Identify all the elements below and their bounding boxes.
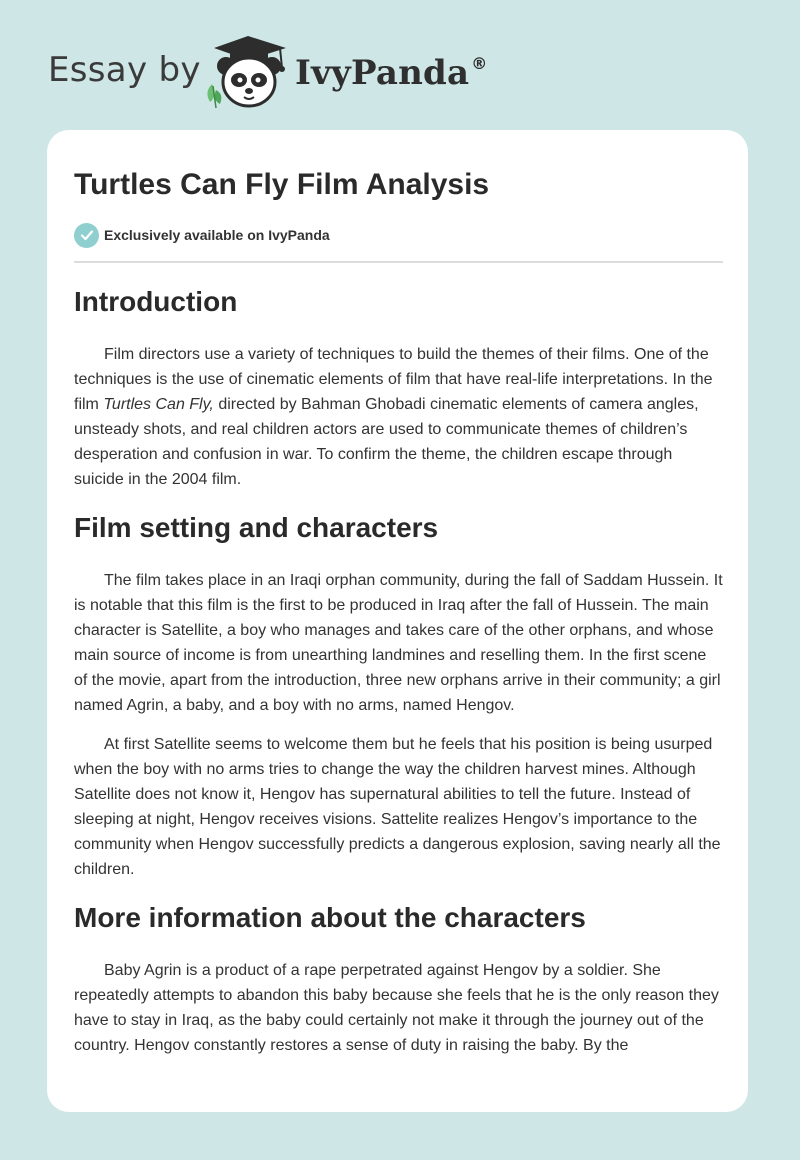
section-heading: Introduction bbox=[74, 286, 238, 317]
paragraph-text: directed by Bahman Ghobadi cinematic elements of camera angles, unsteady shots, and real children actors are used to communicate themes of children’s desperation and confusion in war. To confirm the theme, the children escape through suicide in the 2004 film. bbox=[74, 396, 699, 488]
brand-logo-text[interactable] bbox=[295, 53, 487, 93]
paragraph: The film takes place in an Iraqi orphan community, during the fall of Saddam Hussein. It is notable that this film is the first to be produced in Iraq after the fall of Hussein. The main character is Satellite, a boy who manages and takes care of the other orphans, and whose main source of income is from unearthing landmines and reselling them. In the first scene of the movie, apart from the introduction, three new orphans arrive in their community; a girl named Agrin, a baby, and a boy with no arms, named Hengov. bbox=[74, 572, 723, 714]
site-header bbox=[0, 0, 800, 130]
title-divider bbox=[74, 261, 723, 263]
section-heading: More information about the characters bbox=[74, 902, 586, 933]
section-heading: Film setting and characters bbox=[74, 512, 439, 543]
essay-card bbox=[47, 130, 748, 1112]
exclusive-badge bbox=[74, 222, 330, 248]
essay-by-label: Essay by bbox=[48, 50, 201, 90]
registered-mark: ® bbox=[471, 54, 488, 73]
paragraph: Baby Agrin is a product of a rape perpetrated against Hengov by a soldier. She repeatedly attempts to abandon this baby because she feels that he is the only reason they have to stay in Iraq, as the baby could certainly not make it through the journey out of the country. Hengov constantly restores a sense of duty in raising the baby. By the bbox=[74, 962, 719, 1054]
section-more-characters bbox=[74, 896, 723, 1058]
section-film-setting bbox=[74, 506, 723, 882]
brand-name: IvyPanda bbox=[295, 53, 470, 93]
check-icon bbox=[74, 223, 99, 248]
paragraph: At first Satellite seems to welcome them but he feels that his position is being usurped when the boy with no arms tries to change the way the children harvest mines. Although Satellite does not know it, Hengov has supernatural abilities to tell the future. Instead of sleeping at night, Hengov receives visions. Sattelite realizes Hengov’s importance to the community when Hengov successfully predicts a dangerous explosion, saving nearly all the children. bbox=[74, 736, 721, 878]
film-title-italic: Turtles Can Fly, bbox=[103, 396, 214, 413]
paragraph bbox=[74, 342, 723, 492]
essay-title: Turtles Can Fly Film Analysis bbox=[74, 168, 490, 201]
exclusive-badge-label: Exclusively available on IvyPanda bbox=[104, 227, 330, 243]
panda-graduate-icon[interactable] bbox=[200, 34, 296, 110]
paragraph-text: Film directors use a variety of techniques to build the themes of their films. One of the techniques is the use of cinematic elements of film that have real-life interpretations. In the film bbox=[74, 346, 713, 413]
essay-content bbox=[74, 280, 723, 1072]
section-introduction bbox=[74, 280, 723, 492]
